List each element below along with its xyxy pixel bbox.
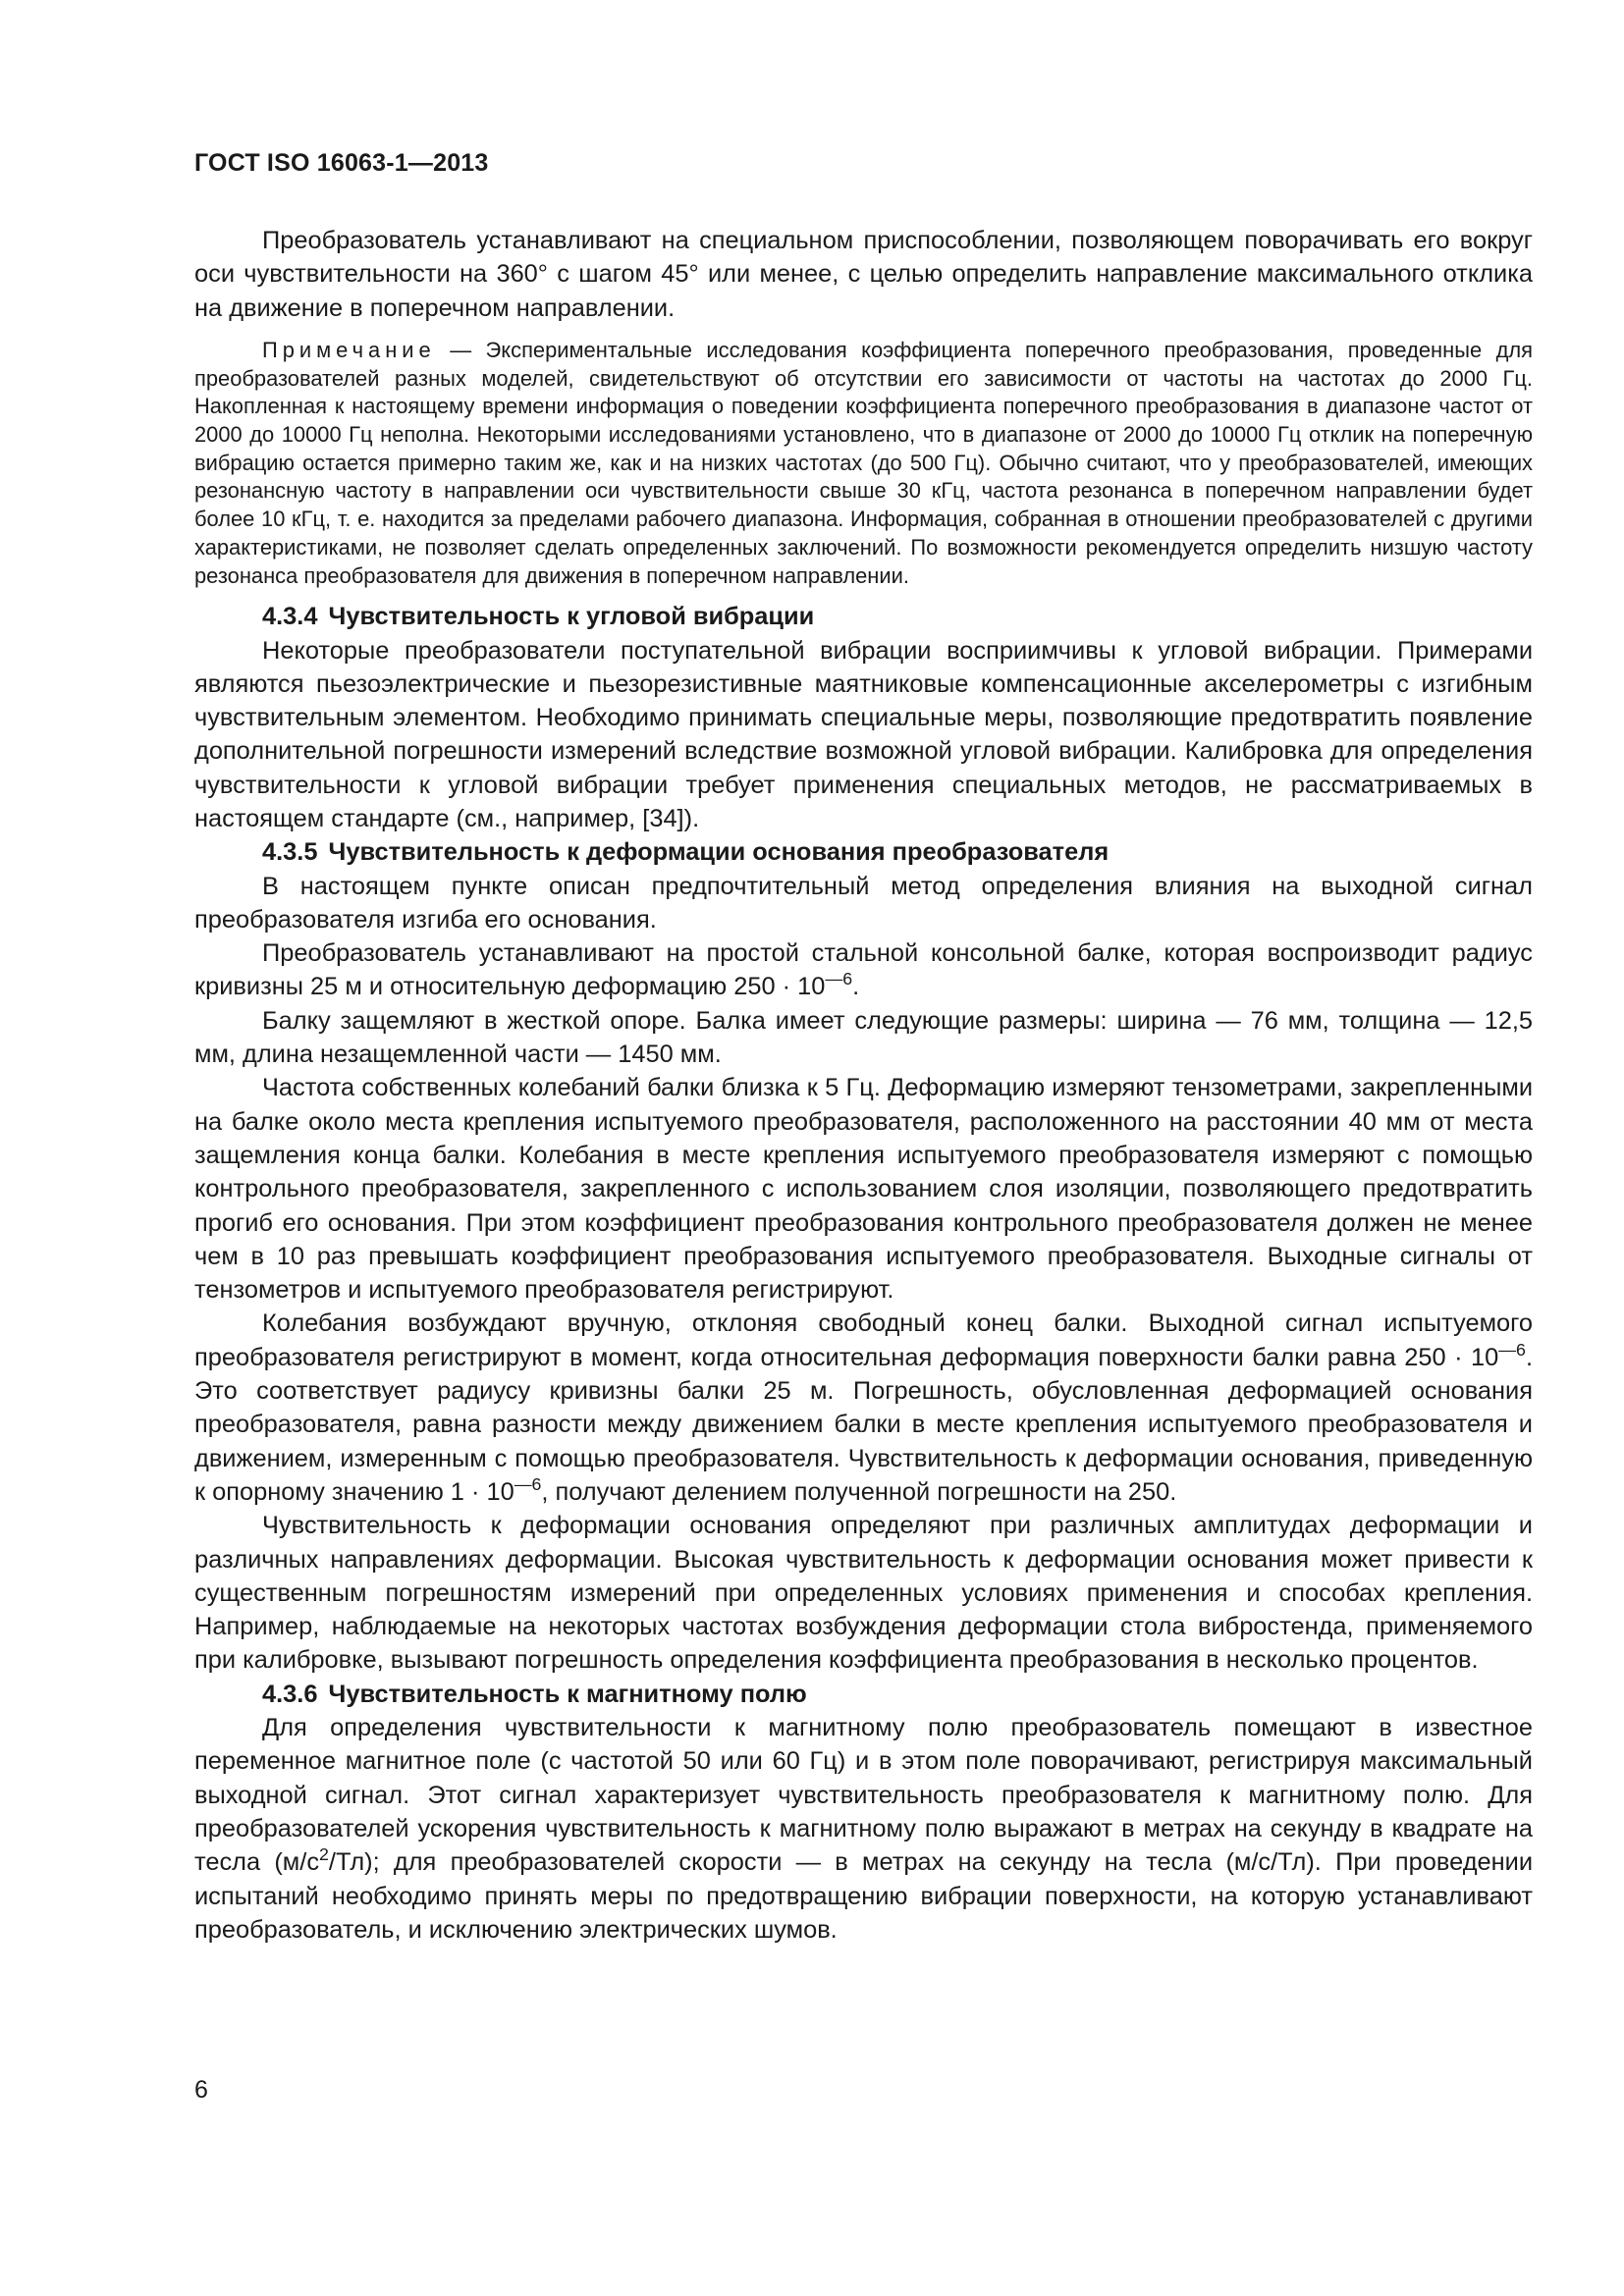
section-number: 4.3.5 — [262, 838, 318, 867]
paragraph-4-3-5-3: Балку защемляют в жесткой опоре. Балка имеет следующие размеры: ширина — 76 мм, толщина — 12,5 мм, длина незащемленной части — 1450 мм. — [194, 1006, 1533, 1069]
page-content — [194, 224, 1533, 1947]
section-title: Чувствительность к деформации основания преобразователя — [328, 838, 1110, 867]
intro-paragraph: Преобразователь устанавливают на специальном приспособлении, позволяющем поворачивать его вокруг оси чувствительности на 360° с шагом 45° или менее, с целью определить направление максимального отклика на движение в поперечном направлении. — [194, 227, 1533, 322]
text-run: . Это соответствует радиусу кривизны балки 25 м. Погрешность, обусловленная деформацией основания преобразователя, равна разности между движением балки в месте крепления испытуемого преобразователя и движением, измеренным с помощью преобразователя. Чувствительность к деформации основания, приведенную к опорному значению 1 · 10 — [194, 1343, 1533, 1506]
section-heading-4-3-4 — [194, 600, 1533, 633]
paragraph-4-3-4-1: Некоторые преобразователи поступательной вибрации восприимчивы к угловой вибрации. Примерами являются пьезоэлектрические и пьезорезистивные маятниковые компенсационные акселерометры с изгибным чувствительным элементом. Необходимо принимать специальные меры, позволяющие предотвратить появление дополнительной погрешности измерений вследствие возможной угловой вибрации. Калибровка для определения чувствительности к угловой вибрации требует применения специальных методов, не рассматриваемых в настоящем стандарте (см., например, [34]). — [194, 636, 1533, 832]
paragraph-4-3-5-6: Чувствительность к деформации основания определяют при различных амплитудах деформации и различных направлениях деформации. Высокая чувствительность к деформации основания может привести к существенным погрешностям измерений при определенных условиях применения и способах крепления. Например, наблюдаемые на некоторых частотах возбуждения деформации стола вибростенда, применяемого при калибровке, вызывают погрешность определения коэффициента преобразования в несколько процентов. — [194, 1512, 1533, 1675]
paragraph-4-3-6-1 — [194, 1711, 1533, 1947]
text-run: , получают делением полученной погрешности на 250. — [541, 1477, 1177, 1506]
section-title: Чувствительность к магнитному полю — [328, 1680, 807, 1708]
paragraph-4-3-5-2 — [194, 936, 1533, 1004]
text-run: Преобразователь устанавливают на простой стальной консольной балке, которая воспроизводит радиус кривизны 25 м и относительную деформацию 250 · 10 — [194, 939, 1533, 1001]
exponent: —6 — [514, 1474, 542, 1495]
paragraph-4-3-5-1: В настоящем пункте описан предпочтительный метод определения влияния на выходной сигнал преобразователя изгиба его основания. — [194, 872, 1533, 934]
exponent: 2 — [319, 1844, 329, 1865]
page-number: 6 — [194, 2076, 208, 2104]
note-text: — Экспериментальные исследования коэффициента поперечного преобразования, проведенные для преобразователей разных моделей, свидетельствуют об отсутствии его зависимости от частоты на частотах до 2000 Гц. Накопленная к настоящему времени информация о поведении коэффициента поперечного преобразования в диапазоне частот от 2000 до 10000 Гц неполна. Некоторыми исследованиями установлено, что в диапазоне от 2000 до 10000 Гц отклик на поперечную вибрацию остается примерно таким же, как и на низких частотах (до 500 Гц). Обычно считают, что у преобразователей, имеющих резонансную частоту в направлении оси чувствительности свыше 30 кГц, частота резонанса в поперечном направлении будет более 10 кГц, т. е. находится за пределами рабочего диапазона. Информация, собранная в отношении преобразователей с другими характеристиками, не позволяет сделать определенных заключений. По возможности рекомендуется определить низшую частоту резонанса преобразователя для движения в поперечном направлении. — [194, 337, 1533, 588]
text-run: /Тл); для преобразователей скорости — в метрах на секунду на тесла (м/с/Тл). При проведении испытаний необходимо принять меры по предотвращению вибрации поверхности, на которую устанавливают преобразователь, и исключению электрических шумов. — [194, 1848, 1534, 1944]
note-paragraph — [194, 337, 1533, 590]
section-heading-4-3-5 — [194, 835, 1533, 869]
document-header: ГОСТ ISO 16063-1—2013 — [194, 149, 489, 177]
section-number: 4.3.4 — [262, 603, 318, 631]
text-run: Колебания возбуждают вручную, отклоняя свободный конец балки. Выходной сигнал испытуемого преобразователя регистрируют в момент, когда относительная деформация поверхности балки равна 250 · 10 — [194, 1309, 1533, 1371]
paragraph-4-3-5-4: Частота собственных колебаний балки близка к 5 Гц. Деформацию измеряют тензометрами, закрепленными на балке около места крепления испытуемого преобразователя, расположенного на расстоянии 40 мм от места защемления конца балки. Колебания в месте крепления испытуемого преобразователя измеряют с помощью контрольного преобразователя, закрепленного с использованием слоя изоляции, позволяющего предотвратить прогиб его основания. При этом коэффициент преобразования контрольного преобразователя должен не менее чем в 10 раз превышать коэффициент преобразования испытуемого преобразователя. Выходные сигналы от тензометров и испытуемого преобразователя регистрируют. — [194, 1074, 1533, 1305]
text-run: Для определения чувствительности к магнитному полю преобразователь помещают в известное переменное магнитное поле (с частотой 50 или 60 Гц) и в этом поле поворачивают, регистрируя максимальный выходной сигнал. Этот сигнал характеризует чувствительность преобразователя к магнитному полю. Для преобразователей ускорения чувствительность к магнитному полю выражают в метрах на секунду в квадрате на тесла (м/с — [194, 1714, 1533, 1877]
section-title: Чувствительность к угловой вибрации — [328, 603, 815, 631]
note-label: Примечание — [262, 337, 436, 362]
exponent: —6 — [1498, 1339, 1526, 1360]
paragraph-4-3-5-5 — [194, 1307, 1533, 1509]
text-run: . — [852, 973, 860, 1001]
section-heading-4-3-6 — [194, 1678, 1533, 1711]
exponent: —6 — [825, 969, 853, 989]
section-number: 4.3.6 — [262, 1680, 318, 1708]
